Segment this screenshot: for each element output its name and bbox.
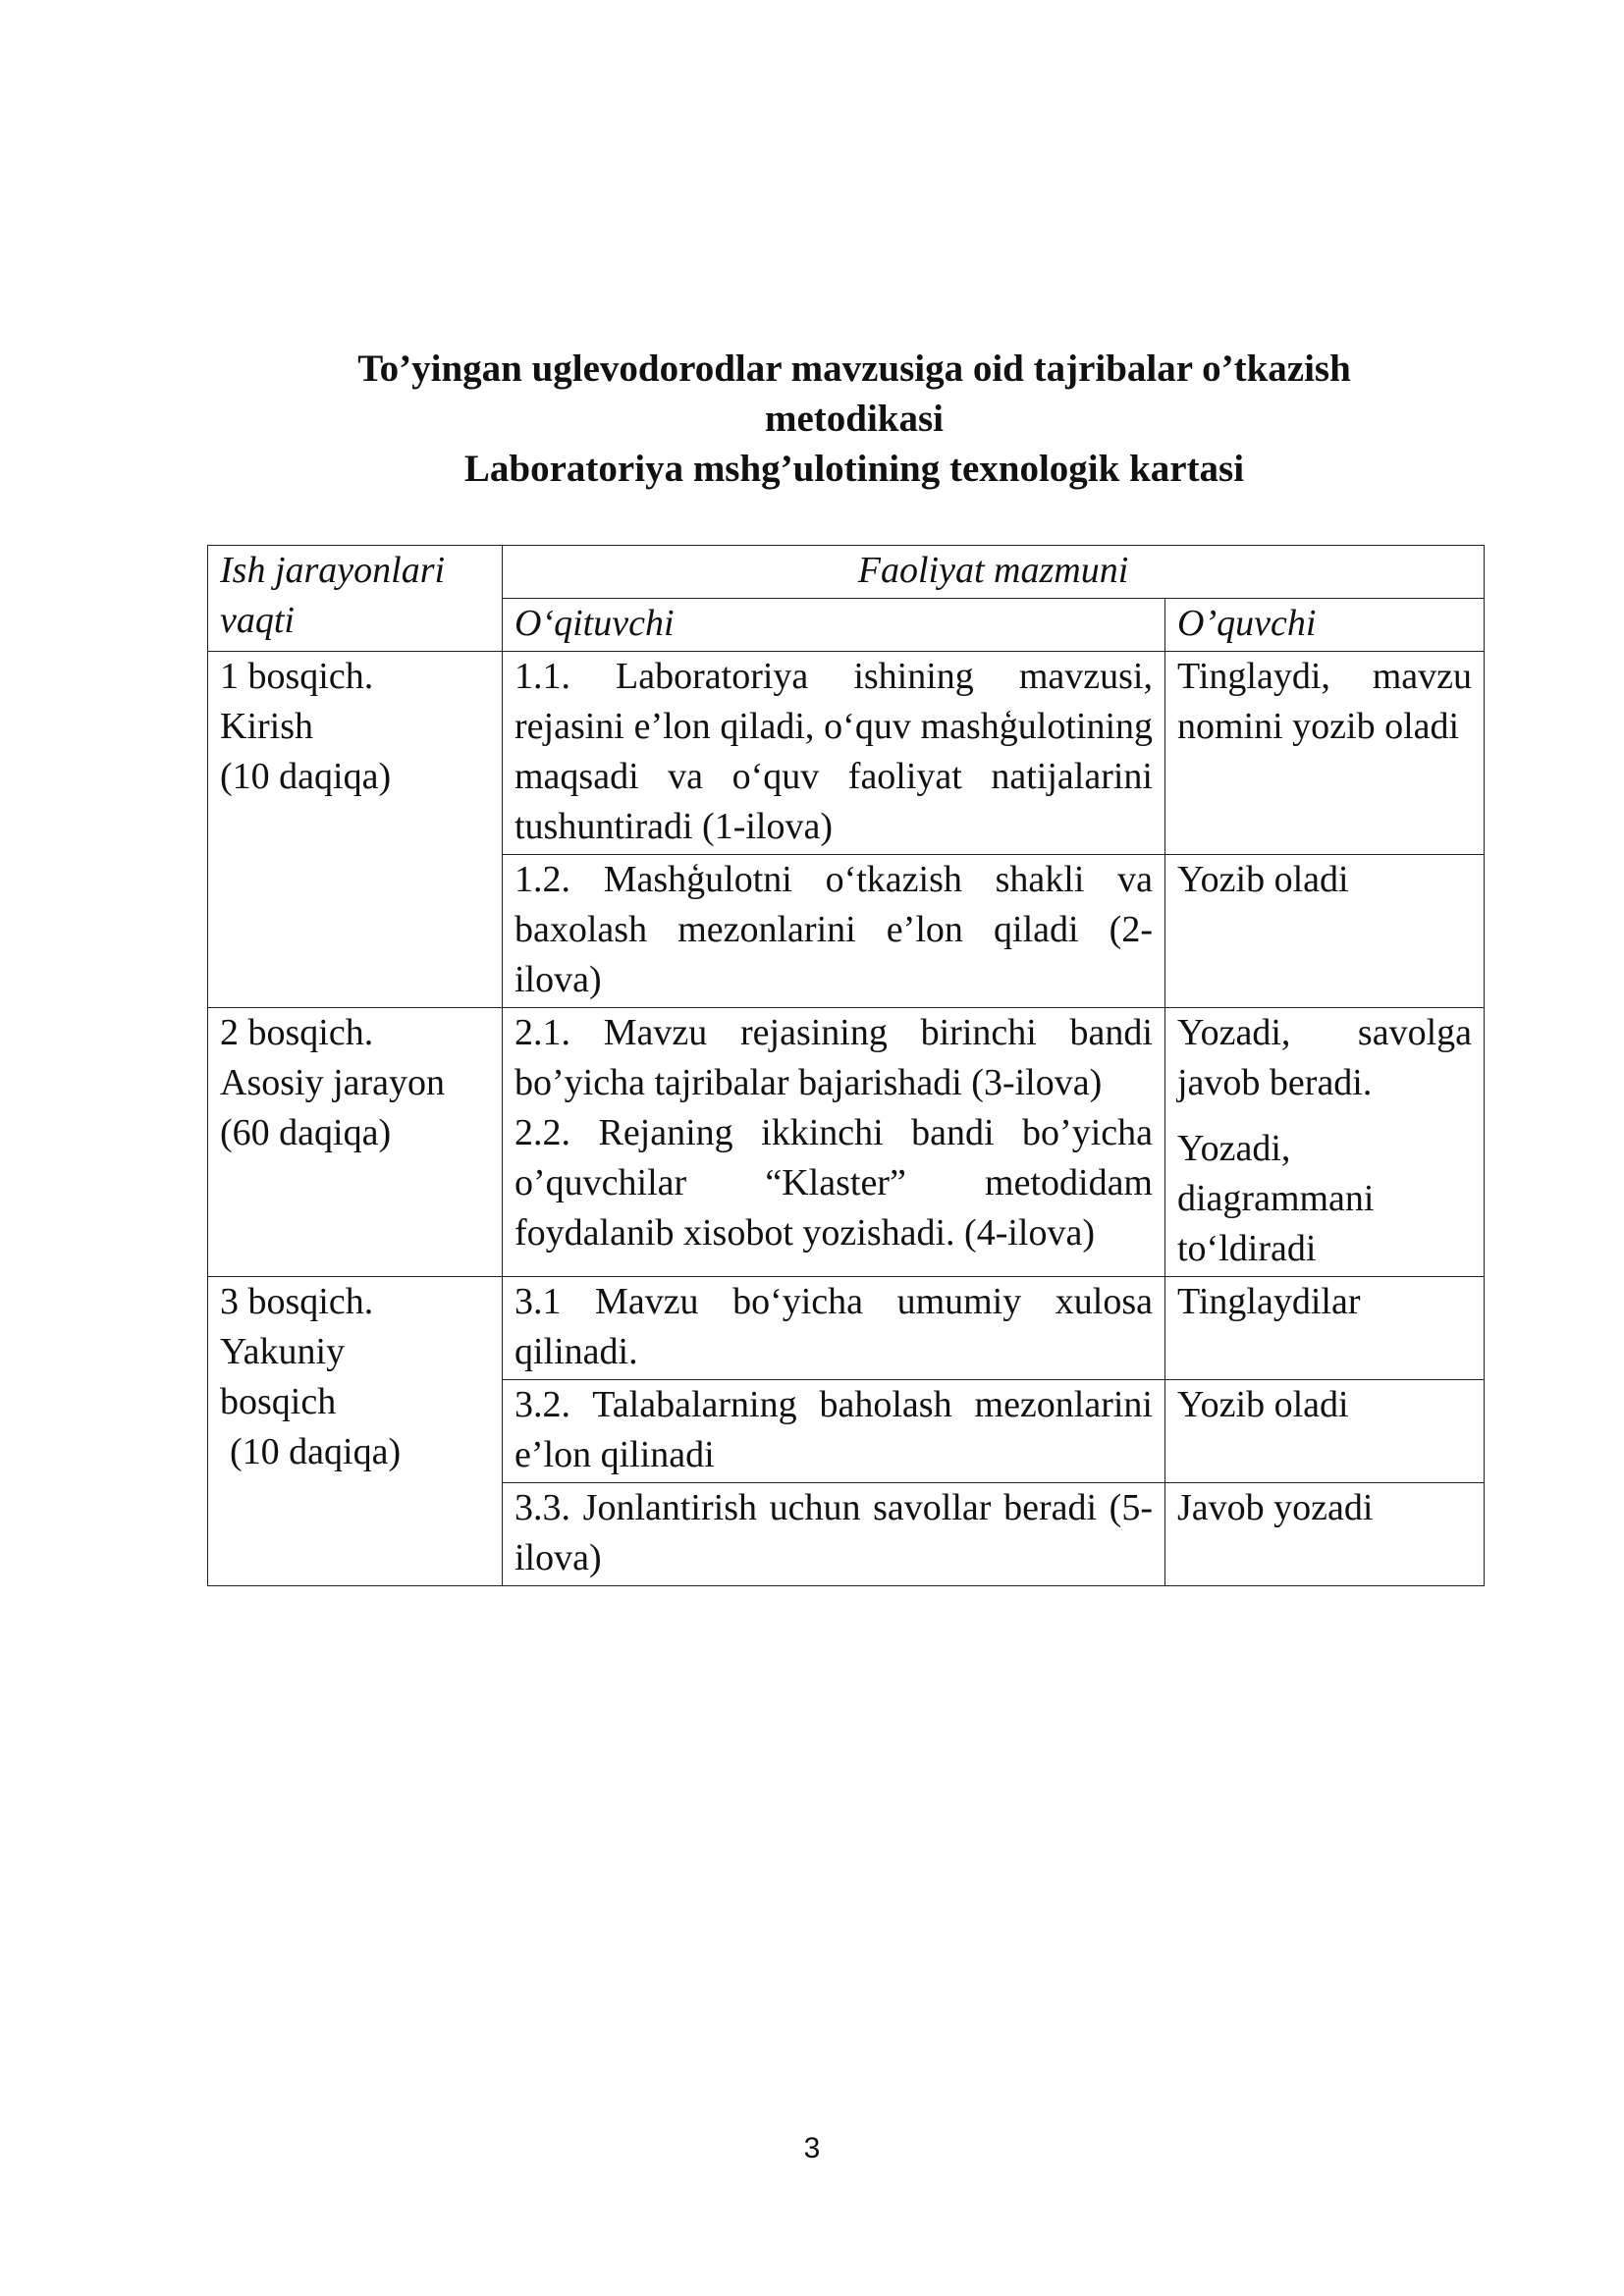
stage-cell <box>208 1008 503 1277</box>
teacher-activity: 3.2. Talabalarning baholash mezonlarini e’lon qilinadi <box>503 1380 1165 1483</box>
teacher-activity: 1.1. Laboratoriya ishining mavzusi, rejasini e’lon qiladi, oʻquv mashģulotining maqsadi va oʻquv faoliyat natijalarini tushuntiradi (1-ilova) <box>503 652 1165 855</box>
table-row <box>208 652 1485 855</box>
technology-card-table <box>207 545 1485 1586</box>
stage-name: Kirish <box>220 706 313 747</box>
teacher-activity: 3.1 Mavzu boʻyicha umumiy xulosa qilinadi. <box>503 1277 1165 1380</box>
stage-name: Asosiy jarayon <box>220 1062 446 1103</box>
stage-name-cont: bosqich <box>220 1381 337 1422</box>
header-teacher: Oʻqituvchi <box>503 599 1165 652</box>
stage-label: 3 bosqich. <box>220 1281 374 1322</box>
header-stage-time: Ish jarayonlari vaqti <box>208 546 503 652</box>
stage-cell <box>208 1277 503 1586</box>
stage-name: Yakuniy <box>220 1331 346 1372</box>
teacher-activity <box>503 1008 1165 1277</box>
student-activity: Yozib oladi <box>1165 855 1485 1008</box>
header-activity-content: Faoliyat mazmuni <box>503 546 1485 599</box>
stage-cell <box>208 652 503 1008</box>
table-row <box>208 1008 1485 1277</box>
stage-duration: (60 daqiqa) <box>220 1112 392 1153</box>
teacher-activity-item: 2.2. Rejaning ikkinchi bandi bo’yicha o’quvchilar “Klaster” metodidam foydalanib xisobot yozishadi. (4-ilova) <box>514 1112 1153 1254</box>
teacher-activity-item: 2.1. Mavzu rejasining birinchi bandi bo’yicha tajribalar bajarishadi (3-ilova) <box>514 1012 1153 1103</box>
student-activity: Javob yozadi <box>1165 1483 1485 1586</box>
student-activity-item: Yozadi, savolga javob beradi. <box>1177 1012 1473 1103</box>
header-student: O’quvchi <box>1165 599 1485 652</box>
stage-label: 1 bosqich. <box>220 656 374 697</box>
student-activity: Tinglaydilar <box>1165 1277 1485 1380</box>
teacher-activity: 1.2. Mashģulotni oʻtkazish shakli va baxolash mezonlarini e’lon qiladi (2- ilova) <box>503 855 1165 1008</box>
stage-duration: (10 daqiqa) <box>220 756 392 797</box>
teacher-activity: 3.3. Jonlantirish uchun savollar beradi (5-ilova) <box>503 1483 1165 1586</box>
student-activity-item: Yozadi, diagrammani toʻldiradi <box>1177 1128 1375 1269</box>
page-number: 3 <box>803 2132 821 2164</box>
title-line-3: Laboratoriya mshg’ulotining texnologik kartasi <box>463 448 1245 490</box>
student-activity: Yozib oladi <box>1165 1380 1485 1483</box>
table-header-row <box>208 546 1485 599</box>
table-row <box>208 1277 1485 1380</box>
document-title <box>196 344 1512 494</box>
title-line-1: To’yingan uglevodorodlar mavzusiga oid tajribalar o’tkazish <box>357 347 1351 390</box>
stage-label: 2 bosqich. <box>220 1012 374 1053</box>
title-line-2: metodikasi <box>764 398 944 440</box>
student-activity <box>1165 1008 1485 1277</box>
stage-duration: (10 daqiqa) <box>230 1431 402 1472</box>
student-activity: Tinglaydi, mavzu nomini yozib oladi <box>1165 652 1485 855</box>
